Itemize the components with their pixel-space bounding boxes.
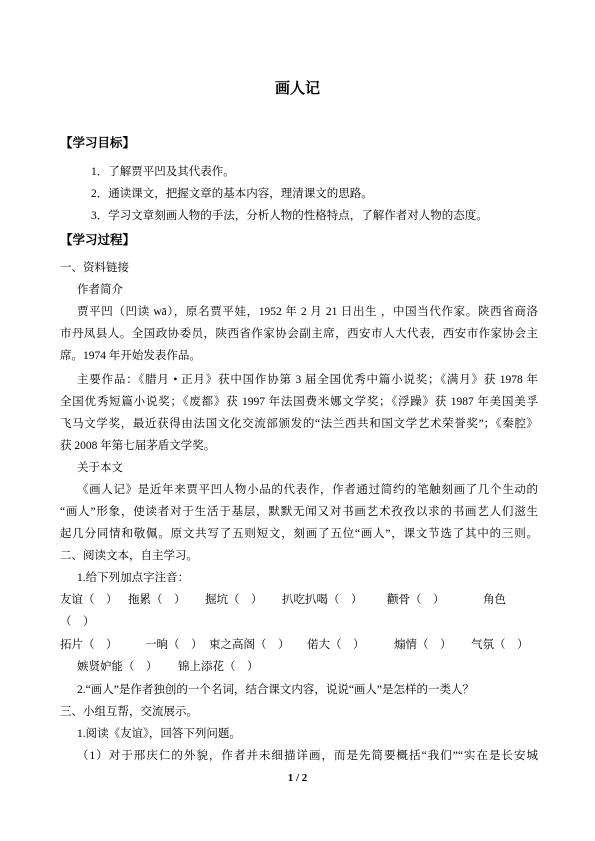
vocab-item	[178, 659, 259, 675]
vocab-item	[128, 592, 186, 608]
vocab-word: 扒吃扒喝	[282, 594, 328, 606]
vocab-word: 偌大	[307, 639, 330, 651]
answer-blank: （ ）	[328, 594, 363, 606]
answer-blank: （ ）	[410, 594, 445, 606]
vocab-word: 嫉贤妒能	[77, 661, 123, 673]
task-friendship: 1.阅读《友谊》，回答下列问题。	[77, 728, 241, 740]
answer-blank: （ ）	[224, 661, 259, 673]
section-heading-resources: 一、资料链接	[60, 262, 129, 274]
question-pinyin: 1.给下列加点字注音：	[77, 572, 190, 584]
answer-blank: （ ）	[83, 639, 118, 651]
vocab-word: 气氛	[471, 639, 494, 651]
answer-blank: （ ）	[60, 616, 95, 628]
works-line: 全国优秀短篇小说奖；《废都》获 1997 年法国费米娜文学奖；《浮躁》获 1987 年美国美孚	[60, 396, 538, 408]
vocab-word: 颧骨	[387, 594, 410, 606]
answer-blank: （ ）	[494, 639, 529, 651]
vocab-word: 束之高阁	[209, 639, 255, 651]
about-text-line: 起几分同情和敬佩。原文共写了五则短文，刻画了五位“画人”，课文节选了其中的三则。	[60, 528, 538, 540]
process-heading: 【学习过程】	[60, 233, 136, 247]
about-text-line: “画人”形象，使读者对于生活于基层，默默无闻又对书画艺术孜孜以求的书画艺人们滋生	[60, 506, 538, 518]
answer-blank: （ ）	[417, 639, 452, 651]
question-huaren: 2.“画人”是作者独创的一个名词，结合课文内容，说说“画人”是怎样的一类人？	[77, 684, 475, 696]
author-bio-line: 席。1974 年开始发表作品。	[60, 350, 201, 362]
vocab-item	[60, 592, 118, 608]
vocab-word: 锦上添花	[178, 661, 224, 673]
answer-blank: （ ）	[151, 594, 186, 606]
author-bio-line: 贾平凹（凹读 wā），原名贾平娃，1952 年 2 月 21 日出生 ，中国当代作家。陕西省商洛	[77, 306, 538, 318]
vocab-word: 煽情	[394, 639, 417, 651]
vocab-item	[307, 637, 365, 653]
vocab-word: 掘坑	[205, 594, 228, 606]
vocab-item	[387, 592, 445, 608]
section-heading-group: 三、小组互帮，交流展示。	[60, 706, 198, 718]
about-text-line: 《画人记》是近年来贾平凹人物小品的代表作，作者通过简约的笔触刻画了几个生动的	[77, 484, 538, 496]
vocab-word: 角色	[483, 594, 506, 606]
objective-item: 3．学习文章刻画人物的手法，分析人物的性格特点，了解作者对人物的态度。	[91, 210, 488, 222]
vocab-item	[394, 637, 452, 653]
objective-item: 1．了解贾平凹及其代表作。	[91, 166, 235, 178]
objective-item: 2．通读课文，把握文章的基本内容，理清课文的思路。	[91, 188, 373, 200]
answer-blank: （ ）	[330, 639, 365, 651]
works-line: 飞马文学奖，最近获得由法国文化交流部颁发的“法兰西共和国文学艺术荣誉奖”；《秦腔》	[60, 418, 538, 430]
vocab-item	[209, 637, 290, 653]
page-title: 画人记	[274, 81, 320, 97]
works-line: 主要作品：《腊月 • 正月》获中国作协第 3 届全国优秀中篇小说奖；《满月》获 1978 年	[77, 374, 538, 386]
vocab-item	[77, 659, 158, 675]
page-number: 1 / 2	[287, 772, 308, 784]
task-question-line: （1）对于邢庆仁的外貌，作者并未细描详画，而是先简要概括“我们”“实在是长安城	[77, 750, 538, 762]
section-heading-reading: 二、阅读文本，自主学习。	[60, 550, 198, 562]
vocab-word: 拓片	[60, 639, 83, 651]
author-intro-heading: 作者简介	[77, 284, 123, 296]
vocab-word: 拖累	[128, 594, 151, 606]
answer-blank: （ ）	[168, 639, 203, 651]
vocab-item	[145, 637, 203, 653]
objectives-heading: 【学习目标】	[60, 136, 136, 150]
author-bio-line: 市丹凤县人。全国政协委员，陕西省作家协会副主席，西安市人大代表，西安市作家协会主	[60, 328, 538, 340]
vocab-item	[60, 637, 118, 653]
answer-blank: （ ）	[228, 594, 263, 606]
answer-blank: （ ）	[123, 661, 158, 673]
works-line: 获 2008 年第七届茅盾文学奖。	[60, 440, 216, 452]
vocab-word: 一晌	[145, 639, 168, 651]
about-text-heading: 关于本文	[77, 462, 123, 474]
vocab-item	[471, 637, 529, 653]
answer-blank: （ ）	[255, 639, 290, 651]
answer-blank: （ ）	[83, 594, 118, 606]
vocab-word: 友谊	[60, 594, 83, 606]
vocab-item	[205, 592, 263, 608]
vocab-item	[282, 592, 363, 608]
